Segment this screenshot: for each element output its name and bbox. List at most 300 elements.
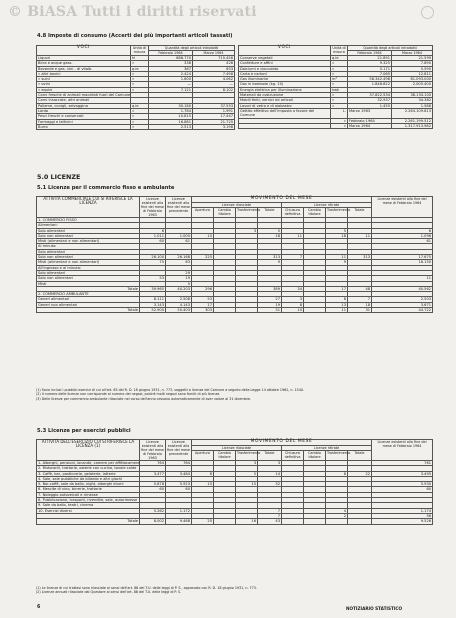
table-row (37, 308, 433, 313)
cell: 2.503 (372, 297, 433, 302)
cell: 2.264.109.813 (392, 108, 433, 118)
cell: 653 (193, 66, 235, 71)
cell: 715.458 (193, 56, 235, 61)
col-header: Trasferimento (326, 451, 348, 461)
cell: 9.325 (348, 61, 392, 66)
col-header: Licenze rilasciate (192, 202, 282, 208)
cell: 3.495 (372, 471, 433, 476)
cell: 1.096 (372, 233, 433, 238)
cell: 60 (140, 487, 166, 492)
row-label: 2. COMMERCIO AMBULANTE (37, 292, 140, 297)
cell: 8 (282, 302, 304, 307)
col-header: VOCI (37, 46, 131, 56)
col-header: Licenze esistenti alla fine del mese di Febbraio 1964 (372, 197, 433, 218)
cell: 303 (192, 308, 214, 313)
col-header: Trasferimento (236, 451, 258, 461)
cell: 5.923 (166, 482, 192, 487)
cell: 50.403 (166, 308, 192, 313)
cell: » (131, 119, 149, 124)
section-title-5-3: 5.3 Licenze per esercizi pubblici (37, 428, 131, 434)
cell: 11 (282, 233, 304, 238)
footnote: (2) Il numero delle licenze non corrisponde al numero dei negozi, poiché molti negozi sono forniti di più licenze. (36, 392, 221, 397)
col-header: Totale (348, 208, 372, 218)
cell: » (131, 87, 149, 92)
cell: 1.764 (149, 108, 193, 113)
row-label: Misti (37, 281, 140, 286)
row-label: Dolciumi e cioccolato (239, 66, 331, 71)
cell: q.le (131, 103, 149, 108)
row-label: Generi alimentari (37, 297, 140, 302)
cell: 9.468 (166, 519, 192, 524)
row-label: Lardo (37, 108, 131, 113)
cell: 11 (326, 308, 348, 313)
col-header: ATTIVITÀ DELL'ESERCIZIO CUI SI RIFERISCE LA LICENZA (1) (37, 440, 140, 461)
cell: 27 (258, 297, 282, 302)
row-label: 7. Noleggio autoveicoli e rimesse (37, 492, 140, 497)
cell: 2.261.199.512 (392, 118, 433, 123)
cell: » (131, 114, 149, 119)
col-header: Quantità degli articoli introdotti (348, 46, 433, 51)
cell: 63 (166, 260, 192, 265)
cell: 14 (258, 471, 282, 476)
row-label: Conserve vegetali (239, 56, 331, 61)
cell: 32.937 (348, 98, 392, 103)
row-label: Gas illuminante (239, 77, 331, 82)
cell: 61 (372, 239, 433, 244)
row-label: Gettito effettivo dell'imposta a favore del Comune (239, 108, 331, 118)
section-title-5-1: 5.1 Licenze per il commercio fisso e ambulante (37, 185, 175, 191)
cell: 9.526 (372, 519, 433, 524)
table-row (37, 124, 235, 129)
row-label: Carni insaccate, altri animali (37, 98, 131, 103)
cell (282, 519, 304, 524)
cell: 58.342.498 (348, 77, 392, 82)
row-label: 1. COMMERCIO FISSO (37, 218, 140, 223)
col-header: Marzo 1964 (392, 51, 433, 56)
cell: 5.878 (140, 482, 166, 487)
row-label: Materiali da costruzione (239, 93, 331, 98)
cell: 31 (258, 308, 282, 313)
row-label: Burro (37, 124, 131, 129)
row-label: Pesci freschi e conservati (37, 114, 131, 119)
row-label: Carta e cartoni (239, 71, 331, 76)
col-header: Cambio titolare (214, 451, 236, 461)
row-label: Mobili finiti, vernici ed articoli (239, 98, 331, 103)
cell: » (331, 61, 348, 66)
col-header: Apertura (192, 208, 214, 218)
cell: 16.150 (372, 260, 433, 265)
cell: 1.588 (392, 103, 433, 108)
cell: » (331, 93, 348, 98)
row-label: Totale (37, 308, 140, 313)
cell: 17.447 (193, 114, 235, 119)
cell: 53 (140, 276, 166, 281)
row-label: Generi non alimentari (37, 302, 140, 307)
cell: 4.062 (193, 77, 235, 82)
cell: 43 (258, 519, 282, 524)
cell (304, 308, 326, 313)
cell: 44.722 (372, 308, 433, 313)
cell (214, 519, 236, 524)
row-label: 4. Sale, sale pubbliche da biliardo e altri giochi (37, 476, 140, 481)
col-header: Totale (258, 208, 282, 218)
cell: 34.382 (392, 98, 433, 103)
table-row (37, 519, 433, 524)
cell: 3.477 (140, 471, 166, 476)
row-label: 10. Esercizi diversi (37, 508, 140, 513)
cell: 40.203 (166, 286, 192, 291)
row-label: 8. Pubblicazione, trasporti, rivendite, sale, autorimesse (37, 498, 140, 503)
cell: 21.725 (193, 119, 235, 124)
row-label: Gas in bombole (kg. 10) (239, 82, 331, 87)
cell: 7.498 (193, 71, 235, 76)
cell: 38.134.100 (392, 93, 433, 98)
consumption-tax-table-right (238, 45, 433, 129)
cell: 26.100 (140, 255, 166, 260)
cell: 2.508 (166, 297, 192, 302)
cell: 7 (258, 508, 282, 513)
cell: 25 (192, 519, 214, 524)
cell: hl (131, 56, 149, 61)
col-header: Totale (348, 451, 372, 461)
col-header: Unità di misura (332, 46, 346, 54)
cell: » (331, 66, 348, 71)
cell: 3.484 (166, 471, 192, 476)
col-header: Trasferimento (236, 208, 258, 218)
row-label: 1. Alberghi, pensioni, locande, camere per affittacamere (38, 461, 140, 465)
row-label: Solo non alimentari (37, 276, 140, 281)
cell: 48 (348, 286, 372, 291)
cell: 764 (166, 461, 192, 466)
cell: 2 (326, 513, 348, 518)
cell: 32 (258, 482, 282, 487)
section-title-5: 5.0 LICENZE (37, 173, 81, 181)
cell: 225 (192, 255, 214, 260)
cell (326, 519, 348, 524)
cell: 1.600 (149, 77, 193, 82)
col-header: MOVIMENTO DEL MESE (192, 197, 372, 203)
cell: 8 (192, 471, 214, 476)
cell: 5.590 (392, 66, 433, 71)
table-row (239, 108, 433, 118)
col-header: Chiusura definitiva (282, 208, 304, 218)
cell: » (331, 118, 348, 123)
cell: 19 (166, 276, 192, 281)
col-header: Licenze ritirate (282, 445, 372, 451)
cell: 10 (282, 308, 304, 313)
cell (214, 308, 236, 313)
cell: 7.065 (348, 71, 392, 76)
col-header: Quantità degli articoli introdotti (149, 46, 235, 51)
row-label: Formaggi e latticini (37, 119, 131, 124)
cell: 6 (140, 228, 166, 233)
col-header: Cambio titolare (304, 208, 326, 218)
row-label: Solo alimentari (37, 228, 140, 233)
cell: — (193, 82, 235, 87)
cell: » (131, 61, 149, 66)
row-label: Solo alimentari (37, 270, 140, 275)
cell: 3.143 (140, 302, 166, 307)
page-number: 6 (37, 605, 41, 610)
cell: 688.770 (149, 56, 193, 61)
cell: Marzo 1963 (348, 108, 392, 118)
cell: 5.171 (348, 66, 392, 71)
cell: 8.111 (140, 297, 166, 302)
footnote: (1) Sono inclusi i pubblici esercizi di cui all'art. 85 del R. D. 18 giugno 1931, n. 773, soggetti a licenza del Comune a seguito della Legge 14 ottobre 1962, n. 1540. (36, 388, 305, 392)
cell: 26.168 (166, 255, 192, 260)
cell: 313 (348, 255, 372, 260)
section-title-4-8: 4.8 Imposte di consumo (Accerti dei più importanti articoli tassati) (37, 33, 233, 39)
cell: 17 (326, 286, 348, 291)
cell: 17 (192, 302, 214, 307)
cell: 18 (348, 302, 372, 307)
cell: 5 (326, 228, 348, 233)
col-header: Licenze esistenti alla fine del mese precedente (166, 197, 192, 218)
consumption-tax-table-left (36, 45, 235, 130)
cell: » (331, 71, 348, 76)
col-header: Licenze ritirate (282, 202, 372, 208)
row-label: Carni fresche di animali macellati fuori del Comune (38, 93, 131, 98)
cell: 7 (348, 297, 372, 302)
journal-name: NOTIZIARIO STATISTICO (346, 606, 403, 611)
cell: 296 (192, 286, 214, 291)
col-header: Febbraio 1964 (149, 51, 193, 56)
cell: 3 (236, 228, 258, 233)
cell: 1.174 (372, 508, 433, 513)
commerce-licenses-table (36, 196, 433, 313)
cell: 18 (326, 233, 348, 238)
col-header: MOVIMENTO DEL MESE (192, 440, 372, 446)
cell: 8.102 (193, 87, 235, 92)
row-label: Misti (alimentari e non alimentari) (37, 260, 140, 265)
row-label: Alimentari: (37, 223, 140, 228)
row-label: Bevande e gas. vini - di vitalb. (37, 66, 131, 71)
row-label: » equini (37, 87, 131, 92)
footnote: (1) Le licenze di cui trattasi sono rilasciate ai sensi dell'art. 86 del T.U. delle leggi di P. S., approvato con R. D. 18 giugno 1931, n. 773. (36, 586, 257, 590)
cell: 15 (192, 233, 214, 238)
cell: 13 (326, 302, 348, 307)
row-label: Solo alimentari (37, 249, 140, 254)
cell: 5 (166, 281, 192, 286)
cell: 7.890 (392, 61, 433, 66)
cell: 761 (372, 461, 433, 466)
cell: 4.143 (166, 302, 192, 307)
row-label: » altri bovini (37, 71, 131, 76)
cell: » (131, 77, 149, 82)
row-label: Energia elettrica per illuminazione (239, 87, 331, 92)
cell: 16.881 (149, 119, 193, 124)
cell: 31 (348, 308, 372, 313)
cell: 37.553 (193, 103, 235, 108)
cell: » (331, 98, 348, 103)
cell: Febbraio 1964 (348, 118, 392, 123)
col-header: Cambio titolare (304, 451, 326, 461)
cell: 30.180 (149, 103, 193, 108)
col-header: Licenze esistenti alla fine del mese precedente (166, 440, 192, 461)
row-label: All'ingrosso e al minuto: (37, 265, 140, 270)
cell: 37.822.534 (348, 93, 392, 98)
cell: 11 (372, 276, 433, 281)
cell: 7 (282, 255, 304, 260)
cell: 1.005 (166, 233, 192, 238)
cell: 313 (258, 255, 282, 260)
cell: » (131, 71, 149, 76)
row-label: 5. Bar-caffè, sale da ballo, night, alberghi diurni (37, 482, 140, 487)
cell: 3 (282, 297, 304, 302)
col-header: VOCI (239, 46, 331, 56)
public-establishment-licenses-table (36, 439, 433, 525)
cell: 5 (236, 471, 258, 476)
col-header: Trasferimento (326, 208, 348, 218)
row-label (239, 123, 331, 128)
row-label: » ovini (37, 82, 131, 87)
cell: 61.093.000 (392, 77, 433, 82)
cell: 11 (326, 255, 348, 260)
cell: L. (331, 108, 348, 118)
cell: 17.675 (372, 255, 433, 260)
cell: » (331, 103, 348, 108)
watermark-seal-icon (421, 6, 434, 19)
cell: 29 (166, 270, 192, 275)
col-header: Apertura (192, 451, 214, 461)
cell: 5 (258, 228, 282, 233)
cell: 61 (166, 239, 192, 244)
cell: 8 (326, 471, 348, 476)
col-header: ATTIVITÀ COMMERCIALE CUI SI RIFERISCE LA LICENZA (37, 197, 140, 218)
cell: 1.011 (140, 233, 166, 238)
footnote: (2) Licenze annuali rilasciate dal Questore ai sensi dell'art. 86 del T.U. delle leggi di P. S. (36, 590, 182, 595)
cell: 764 (140, 461, 166, 466)
row-label: 3. Caffè, bar, pasticcerie, gelaterie, latterie (37, 471, 140, 476)
row-label: Confetture e affini (239, 61, 331, 66)
cell: » (131, 108, 149, 113)
row-label: Birra e acque gass. (37, 61, 131, 66)
footnotes-5-3 (36, 586, 431, 595)
cell: 34 (282, 286, 304, 291)
cell: Marzo 1964 (348, 123, 392, 128)
cell: 60 (372, 487, 433, 492)
cell: 6 (372, 228, 433, 233)
cell: 18 (258, 233, 282, 238)
cell: q.le (331, 56, 348, 61)
row-label: 6. Mescite di vino, birrerie, trattorie (37, 487, 140, 492)
cell: 5.930 (372, 482, 433, 487)
col-header: Licenze rilasciate (192, 445, 282, 451)
cell: 40.562 (372, 286, 433, 291)
cell: q.le (131, 66, 149, 71)
col-header: Chiusura definitiva (282, 451, 304, 461)
col-header: Febbraio 1964 (348, 51, 392, 56)
cell: 1.317.913.982 (392, 123, 433, 128)
cell: 60 (140, 239, 166, 244)
cell: 338 (149, 61, 193, 66)
row-label: Misti (alimentari e non alimentari) (37, 239, 140, 244)
cell: 1.991 (193, 108, 235, 113)
cell: 19 (258, 302, 282, 307)
row-label: Totale (37, 286, 140, 291)
cell: 16 (236, 519, 258, 524)
cell: 1.172 (166, 508, 192, 513)
row-label: Pollame, conigli, selvaggina (37, 103, 131, 108)
cell: 389 (258, 286, 282, 291)
cell (304, 519, 326, 524)
cell: 7 (258, 513, 282, 518)
cell: 3.671 (372, 302, 433, 307)
cell: 2.513 (149, 124, 193, 129)
cell: 2.424 (149, 71, 193, 76)
cell (348, 519, 372, 524)
col-header: Unità di misura (131, 46, 149, 56)
cell: 9 (258, 260, 282, 265)
cell: m³ (331, 77, 348, 82)
cell: 9 (326, 260, 348, 265)
footnotes-5-1 (36, 388, 431, 401)
cell: 12.811 (392, 71, 433, 76)
cell: 2.005.400 (392, 82, 433, 87)
cell: kwh (331, 87, 348, 92)
row-label: 2. Ristoranti, trattorie, osterie con cucina, tavole calde (37, 466, 140, 471)
cell: 8 (326, 297, 348, 302)
col-header: Licenze esistenti alla fine del mese di Febbraio 1964 (372, 440, 433, 461)
cell: 11 (348, 233, 372, 238)
table-row (239, 123, 433, 128)
cell: » (331, 82, 348, 87)
cell: 53 (192, 297, 214, 302)
cell: 3 (236, 461, 258, 466)
cell: 60 (166, 487, 192, 492)
cell: 10.815 (149, 114, 193, 119)
cell: 8.002 (140, 519, 166, 524)
cell: 39.965 (140, 286, 166, 291)
cell: 52.900 (140, 308, 166, 313)
col-header: Licenze esistenti alla fine del mese di Febbraio 1963 (141, 440, 164, 460)
cell (236, 308, 258, 313)
row-label: Lavori di vetro e di alabastro (239, 103, 331, 108)
cell: 56 (372, 513, 433, 518)
cell: 3.198 (193, 124, 235, 129)
row-label: Solo non alimentari (37, 255, 140, 260)
cell: — (149, 82, 193, 87)
footnote: (3) Delle licenze per commercio ambulante rilasciate nel corso dell'anno cessano automaticamente di aver valore al 31 dicembre. (36, 396, 251, 401)
watermark: © BiASA Tutti i diritti riservati (8, 4, 257, 20)
row-label: » suini (37, 77, 131, 82)
cell: 75 (140, 260, 166, 265)
cell: 1.455 (348, 103, 392, 108)
row-label: Solo non alimentari (37, 233, 140, 238)
row-label: Al minuto: (37, 244, 140, 249)
cell: 7.121 (149, 87, 193, 92)
cell: » (331, 123, 348, 128)
cell: 22 (348, 471, 372, 476)
cell: » (131, 124, 149, 129)
cell: 21.599 (392, 56, 433, 61)
cell: 15 (236, 482, 258, 487)
cell: 4 (326, 508, 348, 513)
cell: 1.846.822 (348, 82, 392, 87)
col-header: Totale (258, 451, 282, 461)
cell: 3 (258, 461, 282, 466)
cell: 21.891 (348, 56, 392, 61)
cell: » (131, 82, 149, 87)
row-label: 9. Sale da ballo, teatri, cinema (37, 503, 140, 508)
col-header: Marzo 1964 (193, 51, 235, 56)
col-header: Licenze esistenti alla fine del mese di Febbraio 1963 (141, 197, 164, 217)
cell: 5.262 (140, 508, 166, 513)
cell: 387 (149, 66, 193, 71)
cell: 428 (193, 61, 235, 66)
col-header: Cambio titolare (214, 208, 236, 218)
cell: 15 (192, 482, 214, 487)
